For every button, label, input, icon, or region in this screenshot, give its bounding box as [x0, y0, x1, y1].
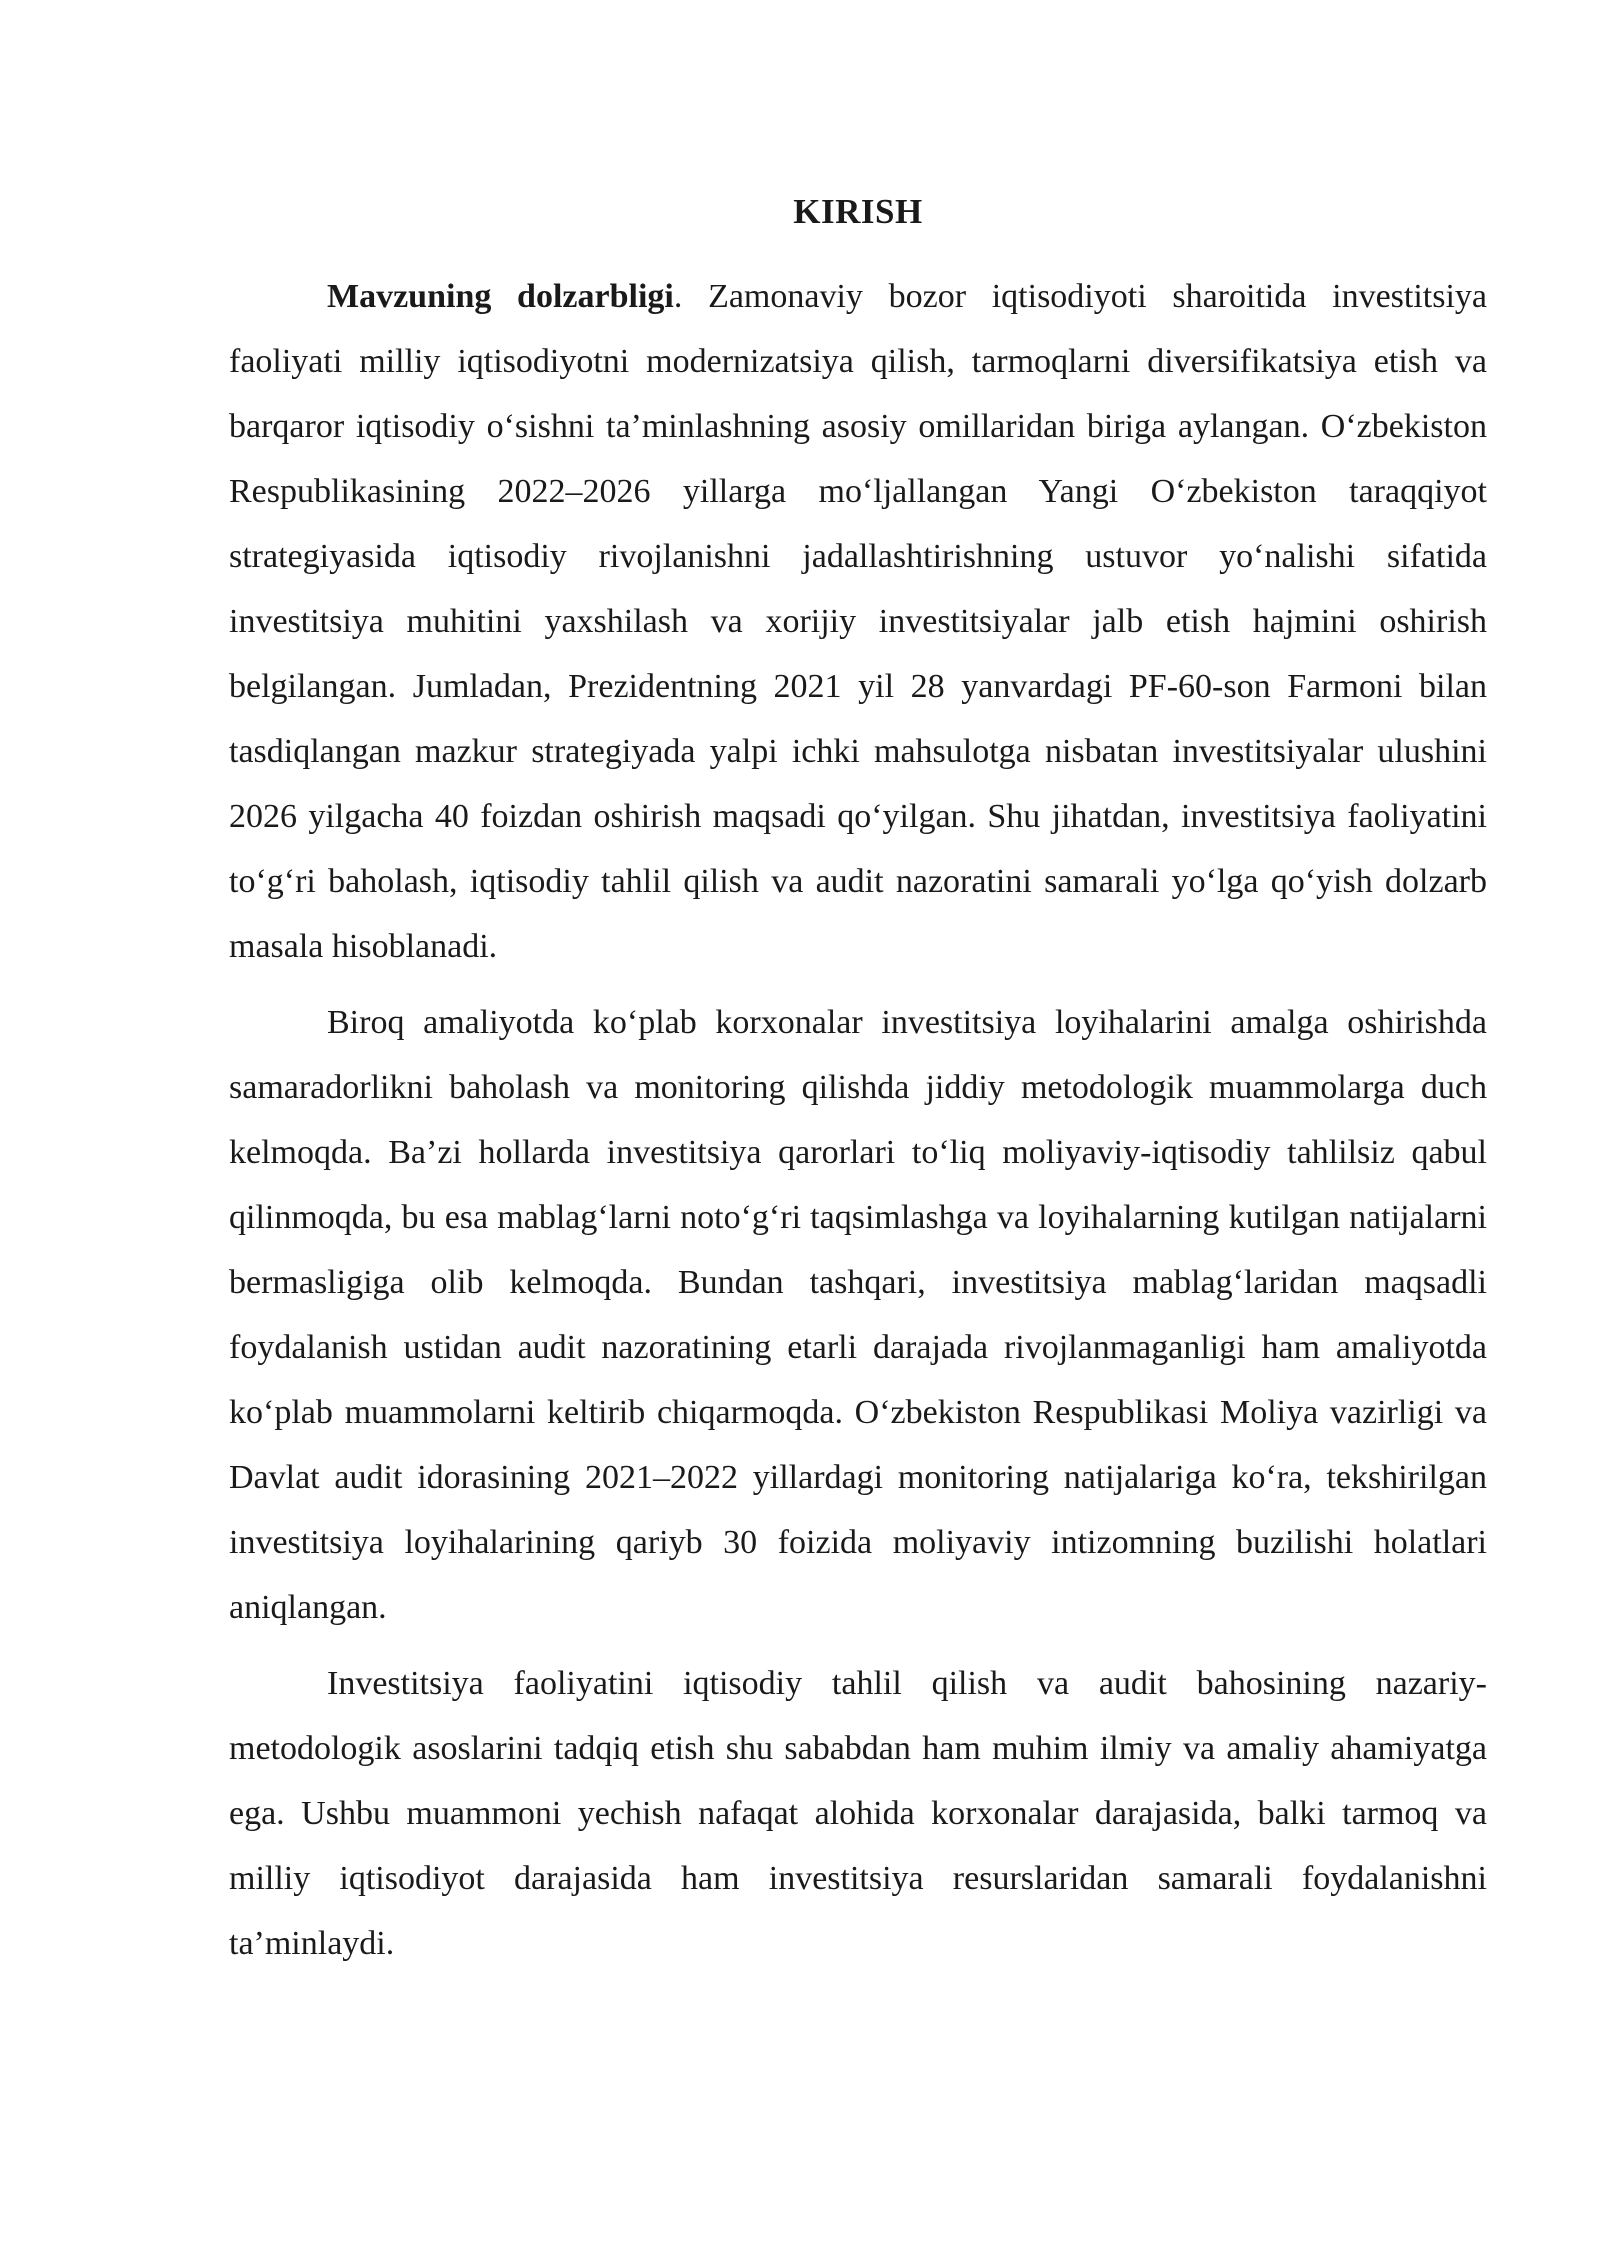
section-heading: KIRISH [793, 192, 923, 231]
paragraph-lead: Mavzuning dolzarbligi [327, 278, 674, 315]
paragraph-text: . Zamonaviy bozor iqtisodiyoti sharoitida investitsiya faoliyati milliy iqtisodiyotni modernizatsiya qilish, tarmoqlarni diversifikatsiya etish va barqaror iqtisodiy o‘sishni ta’minlashning asosiy omillaridan biriga aylangan. O‘zbekiston Respublikasining 2022–2026 yillarga mo‘ljallangan Yangi O‘zbekiston taraqqiyot strategiyasida iqtisodiy rivojlanishni jadallashtirishning ustuvor yo‘nalishi sifatida investitsiya muhitini yaxshilash va xorijiy investitsiyalar jalb etish hajmini oshirish belgilangan. Jumladan, Prezidentning 2021 yil 28 yanvardagi PF-60-son Farmoni bilan tasdiqlangan mazkur strategiyada yalpi ichki mahsulotga nisbatan investitsiyalar ulushini 2026 yilgacha 40 foizdan oshirish maqsadi qo‘yilgan. Shu jihatdan, investitsiya faoliyatini to‘g‘ri baholash, iqtisodiy tahlil qilish va audit nazoratini samarali yo‘lga qo‘yish dolzarb masala hisoblanadi. [229, 278, 1488, 965]
paragraph-problems [229, 990, 1487, 1640]
document-body [229, 185, 1487, 1987]
paragraph-relevance [229, 264, 1487, 979]
paragraph-text: Biroq amaliyotda ko‘plab korxonalar investitsiya loyihalarini amalga oshirishda samaradorlikni baholash va monitoring qilishda jiddiy metodologik muammolarga duch kelmoqda. Ba’zi hollarda investitsiya qarorlari to‘liq moliyaviy-iqtisodiy tahlilsiz qabul qilinmoqda, bu esa mablag‘larni noto‘g‘ri taqsimlashga va loyihalarning kutilgan natijalarni bermasligiga olib kelmoqda. Bundan tashqari, investitsiya mablag‘laridan maqsadli foydalanish ustidan audit nazoratining etarli darajada rivojlanmaganligi ham amaliyotda ko‘plab muammolarni keltirib chiqarmoqda. O‘zbekiston Respublikasi Moliya vazirligi va Davlat audit idorasining 2021–2022 yillardagi monitoring natijalariga ko‘ra, tekshirilgan investitsiya loyihalarining qariyb 30 foizida moliyaviy intizomning buzilishi holatlari aniqlangan. [229, 1004, 1487, 1626]
paragraph-text: Investitsiya faoliyatini iqtisodiy tahlil qilish va audit bahosining nazariy-metodologik asoslarini tadqiq etish shu sababdan ham muhim ilmiy va amaliy ahamiyatga ega. Ushbu muammoni yechish nafaqat alohida korxonalar darajasida, balki tarmoq va milliy iqtisodiyot darajasida ham investitsiya resurslaridan samarali foydalanishni ta’minlaydi. [229, 1665, 1487, 1962]
paragraph-importance [229, 1651, 1487, 1976]
